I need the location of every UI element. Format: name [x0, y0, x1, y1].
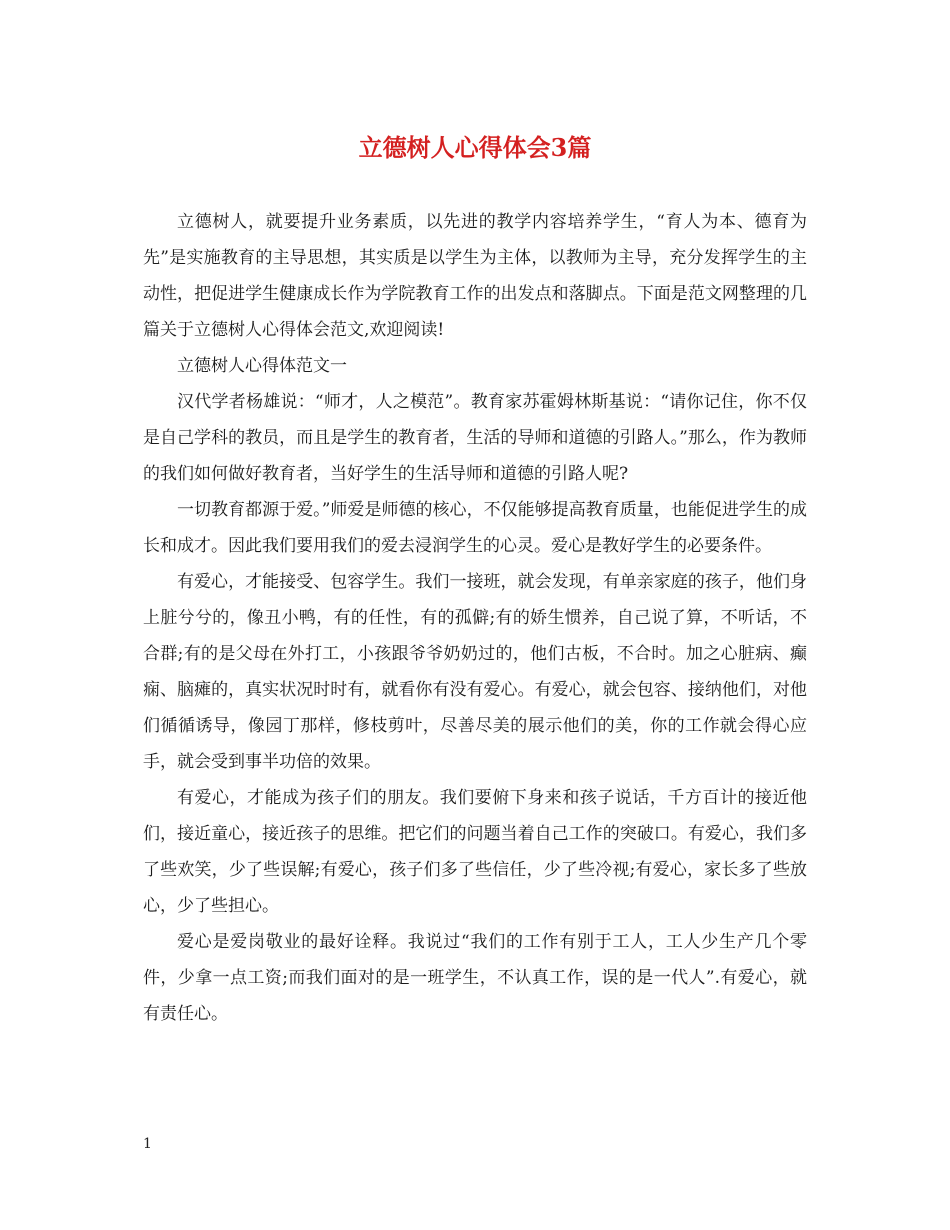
section-heading: 立德树人心得体范文一: [177, 356, 347, 376]
paragraph-intro: 立德树人，就要提升业务素质，以先进的教学内容培养学生，“育人为本、德育为先”是实施教育的主导思想，其实质是以学生为主体，以教师为主导，充分发挥学生的主动性，把促进学生健康成长作为学院教育工作的出发点和落脚点。下面是范文网整理的几篇关于立德树人心得体会范文,欢迎阅读!: [143, 212, 807, 340]
paragraph-dedication: 爱心是爱岗敬业的最好诠释。我说过“我们的工作有别于工人，工人少生产几个零件，少拿一点工资;而我们面对的是一班学生，不认真工作，误的是一代人”.有爱心，就有责任心。: [143, 932, 807, 1024]
paragraph-be-friends: 有爱心，才能成为孩子们的朋友。我们要俯下身来和孩子说话，千方百计的接近他们，接近童心，接近孩子的思维。把它们的问题当着自己工作的突破口。有爱心，我们多了些欢笑，少了些误解;有爱心，孩子们多了些信任，少了些冷视;有爱心，家长多了些放心，少了些担心。: [143, 788, 807, 916]
document-title: 立德树人心得体会3篇: [358, 133, 592, 162]
document-body: [143, 204, 807, 1032]
paragraph-quote: 汉代学者杨雄说：“师才，人之模范”。教育家苏霍姆林斯基说：“请你记住，你不仅是自己学科的教员，而且是学生的教育者，生活的导师和道德的引路人。”那么，作为教师的我们如何做好教育者，当好学生的生活导师和道德的引路人呢?: [143, 392, 807, 484]
paragraph-accept-students: 有爱心，才能接受、包容学生。我们一接班，就会发现，有单亲家庭的孩子，他们身上脏兮兮的，像丑小鸭，有的任性，有的孤僻;有的娇生惯养，自己说了算，不听话，不合群;有的是父母在外打工，小孩跟爷爷奶奶过的，他们古板，不合时。加之心脏病、癫痫、脑瘫的，真实状况时时有，就看你有没有爱心。有爱心，就会包容、接纳他们，对他们循循诱导，像园丁那样，修枝剪叶，尽善尽美的展示他们的美，你的工作就会得心应手，就会受到事半功倍的效果。: [143, 572, 807, 772]
paragraph-love-origin: 一切教育都源于爱。”师爱是师德的核心，不仅能够提高教育质量，也能促进学生的成长和成才。因此我们要用我们的爱去浸润学生的心灵。爱心是教好学生的必要条件。: [143, 500, 807, 556]
page-number: 1: [143, 1136, 152, 1152]
